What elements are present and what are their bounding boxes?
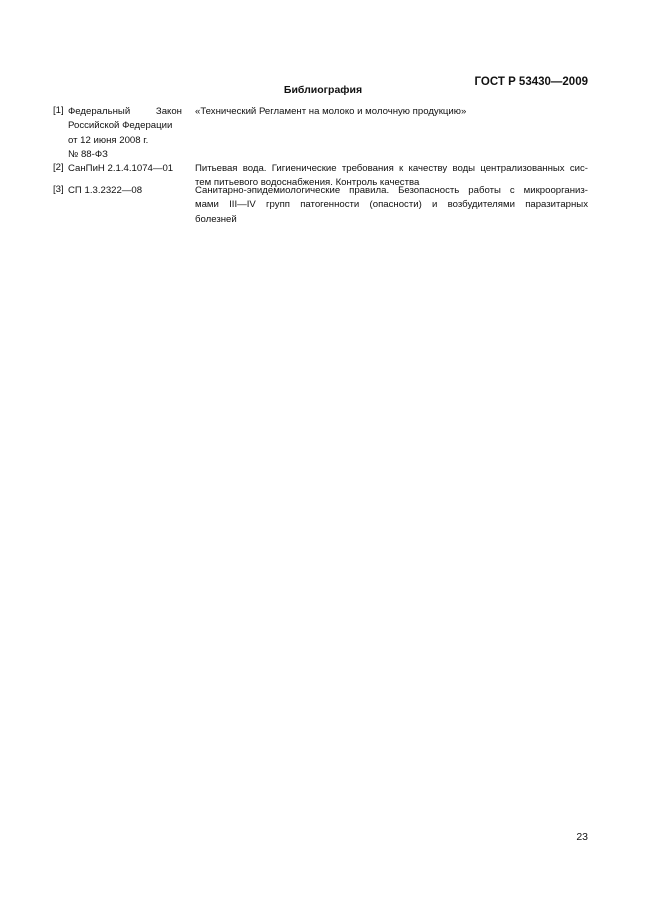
entry-number: [1] (53, 105, 64, 116)
title-line: Санитарно-эпидемиологические правила. Безопасность работы с микроорганиз- (195, 185, 588, 196)
source-line: Федеральный Закон (68, 106, 182, 117)
page-number: 23 (576, 831, 588, 843)
entry-source (68, 105, 182, 162)
standard-designation: ГОСТ Р 53430—2009 (474, 76, 588, 88)
source-line: № 88-ФЗ (68, 148, 108, 160)
source-line: СанПиН 2.1.4.1074—01 (68, 163, 174, 174)
section-title: Библиография (283, 84, 363, 96)
entry-source (68, 162, 182, 176)
entry-source (68, 184, 182, 198)
title-line: болезней (195, 213, 237, 225)
title-line: тем питьевого водоснабжения. Контроль качества (195, 177, 420, 189)
entry-title (195, 105, 588, 119)
source-line: Российской Федерации (68, 120, 173, 132)
entry-number: [3] (53, 184, 64, 195)
source-line: от 12 июня 2008 г. (68, 134, 149, 146)
title-line: «Технический Регламент на молоко и молочную продукцию» (195, 106, 467, 117)
source-line: СП 1.3.2322—08 (68, 185, 143, 196)
entry-number: [2] (53, 162, 64, 173)
title-line: мами III—IV групп патогенности (опасности) и возбудителями паразитарных (195, 199, 588, 211)
entry-title (195, 184, 588, 227)
title-line: Питьевая вода. Гигиенические требования к качеству воды централизованных сис- (195, 163, 588, 174)
